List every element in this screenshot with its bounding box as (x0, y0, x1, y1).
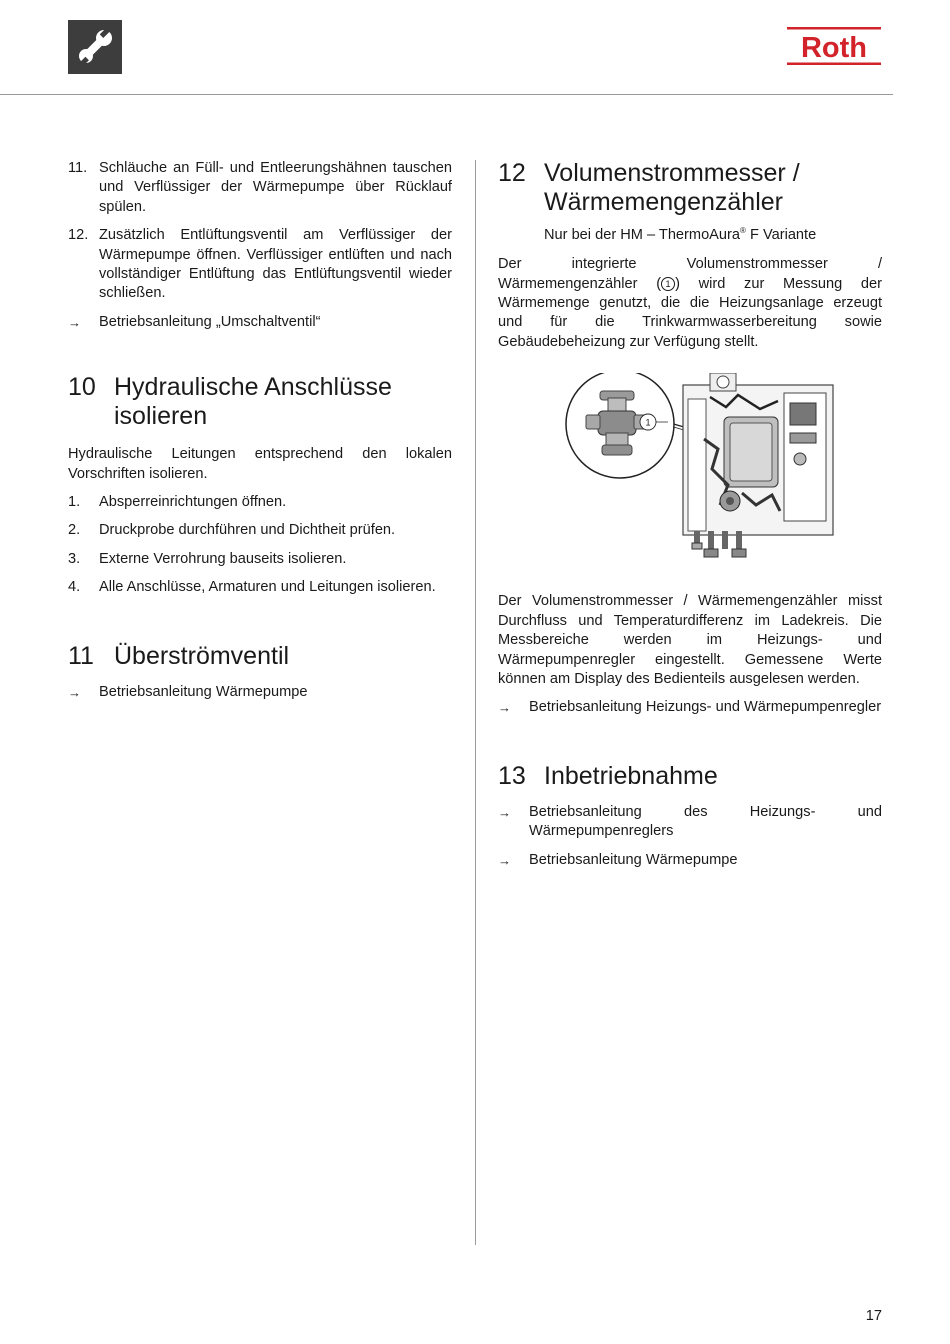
column-divider (475, 160, 476, 1245)
reference-item (498, 851, 882, 870)
subtitle-text: F Variante (745, 226, 817, 243)
reference-text: Betriebsanleitung „Umschaltventil“ (99, 313, 321, 330)
step-number: 3. (68, 550, 81, 567)
reference-item (498, 803, 882, 842)
arrow-right-icon: → (498, 852, 511, 868)
arrow-right-icon: → (68, 314, 81, 330)
paragraph-text: Der integrierte Volumenstrommesser / Wärmemengenzähler ( (498, 256, 882, 292)
section-title: Hydraulische Anschlüsse isolieren (114, 373, 392, 431)
list-item (68, 550, 452, 569)
list-item (68, 159, 452, 217)
section-number: 10 (68, 373, 96, 402)
heat-meter-figure (498, 373, 882, 563)
registered-mark: ® (740, 226, 746, 235)
arrow-right-icon: → (498, 700, 511, 716)
reference-text: Betriebsanleitung Wärmepumpe (99, 683, 308, 700)
list-item (68, 493, 452, 512)
svg-text:Roth: Roth (800, 32, 868, 64)
section-10-heading (68, 373, 452, 431)
figure-callout-label: 1 (645, 417, 651, 428)
step-text: Absperreinrichtungen öffnen. (99, 494, 287, 511)
step-number: 11. (68, 160, 88, 176)
section-number: 13 (498, 761, 526, 790)
section-11-heading (68, 642, 452, 671)
right-column (498, 159, 882, 879)
reference-item (68, 683, 452, 702)
list-item (68, 521, 452, 540)
list-item (68, 226, 452, 304)
list-item (68, 578, 452, 597)
paragraph-text: ) wird zur Messung der Wärmemenge genutzt, die die Heizungsanlage erzeugt und für die Trinkwarmwasserbereitung sowie Gebäudebeheizung zur Verfügung stellt. (498, 275, 882, 350)
wrench-icon (68, 20, 122, 74)
reference-item (68, 313, 452, 332)
step-text: Alle Anschlüsse, Armaturen und Leitungen isolieren. (99, 579, 436, 596)
reference-text: Betriebsanleitung Wärmepumpe (529, 851, 738, 868)
section-12-heading (498, 159, 882, 217)
section-title: Überströmventil (114, 641, 290, 670)
reference-text: Betriebsanleitung Heizungs- und Wärmepumpenregler (529, 699, 882, 716)
section-10-intro: Hydraulische Leitungen entsprechend den lokalen Vorschriften isolieren. (68, 446, 452, 482)
heat-meter-diagram (498, 373, 882, 563)
callout-marker: 1 (661, 277, 675, 291)
roth-logo (786, 27, 882, 67)
subtitle-text: Nur bei der HM – ThermoAura (544, 226, 741, 243)
section-12-subtitle (544, 221, 882, 245)
section-title: Inbetriebnahme (544, 761, 718, 790)
section-13-heading (498, 762, 882, 791)
section-number: 11 (68, 641, 94, 670)
hydraulic-module-device (683, 373, 833, 557)
section-number: 12 (498, 159, 526, 187)
arrow-right-icon: → (498, 804, 511, 820)
header-divider (0, 94, 893, 95)
section-title: Volumenstrommesser / Wärmemengenzähler (544, 159, 800, 216)
step-text: Zusätzlich Entlüftungsventil am Verflüssiger der Wärmepumpe öffnen. Verflüssiger entlüften und nach vollständiger Entlüftung das Entlüftungsventil wieder schließen. (99, 227, 452, 302)
reference-item (498, 698, 882, 717)
arrow-right-icon: → (68, 684, 81, 700)
section-12-paragraph-1 (498, 255, 882, 352)
page-number: 17 (865, 1308, 882, 1324)
step-number: 1. (68, 494, 81, 511)
reference-text: Betriebsanleitung des Heizungs- und Wärmepumpenreglers (529, 803, 882, 840)
step-text: Schläuche an Füll- und Entleerungshähnen tauschen und Verflüssiger der Wärmepumpe über Rücklauf spülen. (99, 160, 452, 215)
step-text: Externe Verrohrung bauseits isolieren. (99, 550, 347, 567)
step-number: 4. (68, 579, 81, 596)
step-text: Druckprobe durchführen und Dichtheit prüfen. (99, 522, 396, 539)
step-number: 12. (68, 227, 89, 244)
step-number: 2. (68, 522, 81, 539)
left-column (68, 159, 452, 711)
section-12-paragraph-2: Der Volumenstrommesser / Wärmemengenzähler misst Durchfluss und Temperaturdifferenz im Ladekreis. Die Messbereiche werden im Heizungs- und Wärmepumpenregler eingestellt. Gemessene Werte können am Display des Bedienteils ausgelesen werden. (498, 593, 882, 687)
